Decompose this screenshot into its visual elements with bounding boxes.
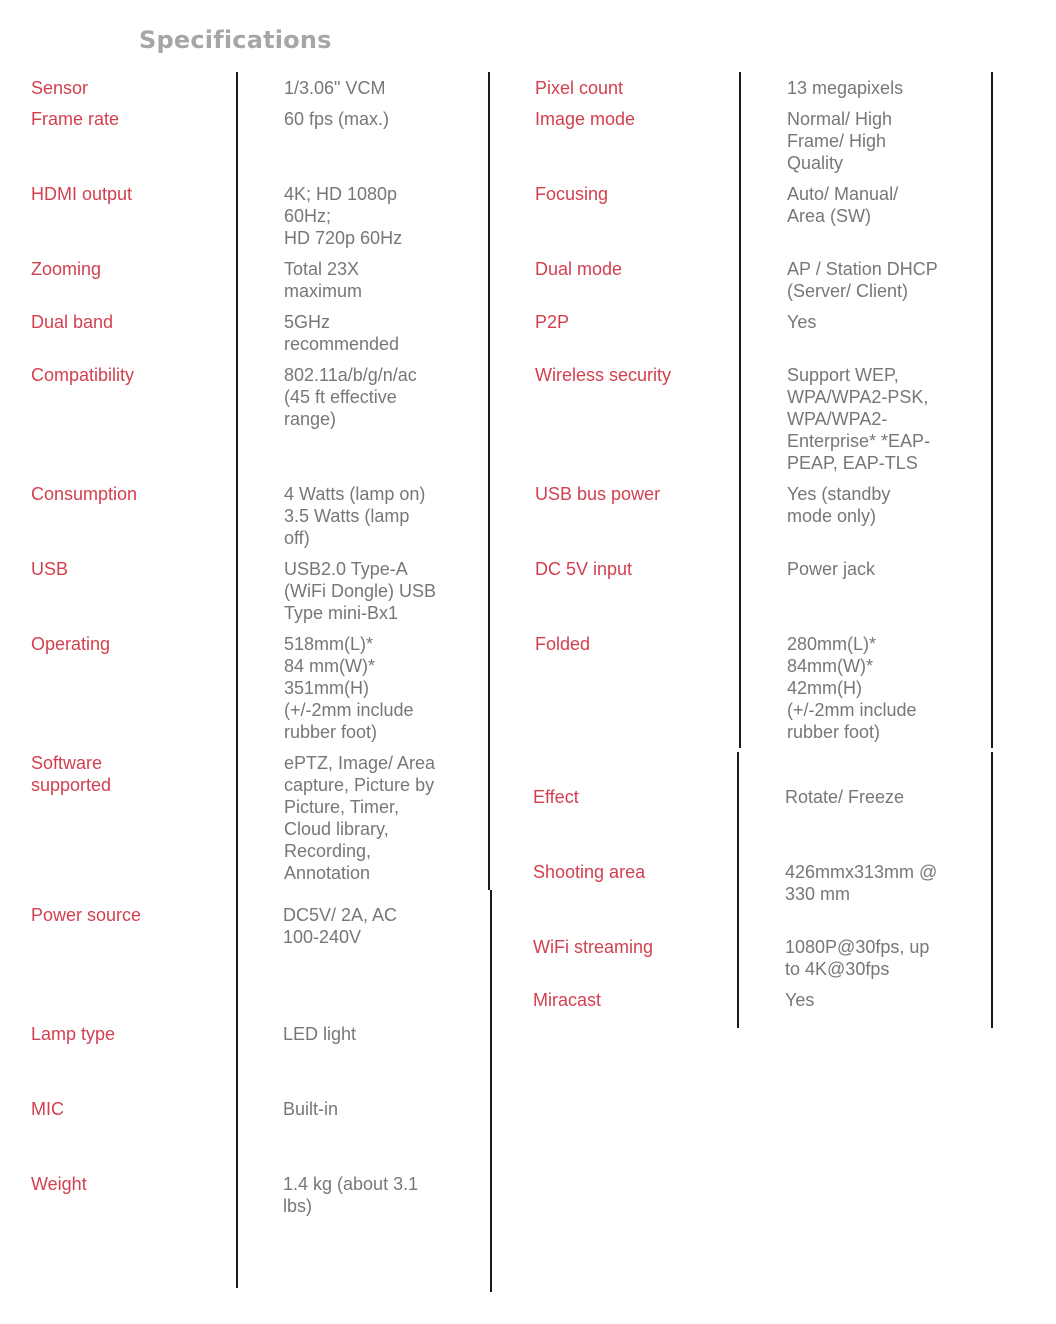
spec-value: AP / Station DHCP (Server/ Client) [787, 259, 938, 301]
spec-label: Software supported [31, 753, 112, 795]
page-title: Specifications [139, 26, 332, 54]
spec-value: 13 megapixels [787, 78, 904, 98]
spec-value: Normal/ High Frame/ High Quality [787, 109, 893, 173]
spec-value: Yes [787, 312, 817, 332]
spec-value: 802.11a/b/g/n/ac (45 ft effective range) [284, 365, 417, 429]
spec-label: Folded [535, 634, 591, 654]
spec-value: 426mmx313mm @ 330 mm [785, 862, 938, 904]
spec-value: Yes (standby mode only) [787, 484, 891, 526]
spec-label: Miracast [533, 990, 602, 1010]
spec-label: DC 5V input [535, 559, 633, 579]
spec-value: Auto/ Manual/ Area (SW) [787, 184, 899, 226]
spec-label: Dual band [31, 312, 114, 332]
spec-value: ePTZ, Image/ Area capture, Picture by Picture, Timer, Cloud library, Recording, Annotation [284, 753, 436, 883]
spec-label: HDMI output [31, 184, 133, 204]
spec-label: MIC [31, 1099, 64, 1119]
spec-value: Power jack [787, 559, 876, 579]
spec-value: Total 23X maximum [284, 259, 363, 301]
spec-label: Dual mode [535, 259, 623, 279]
spec-value: 4 Watts (lamp on) 3.5 Watts (lamp off) [284, 484, 426, 548]
spec-value: 1.4 kg (about 3.1 lbs) [283, 1174, 419, 1216]
spec-value: DC5V/ 2A, AC 100-240V [283, 905, 398, 947]
spec-value: 60 fps (max.) [284, 109, 390, 129]
spec-label: Effect [533, 787, 579, 807]
column-divider [991, 72, 993, 748]
spec-label: Image mode [535, 109, 636, 129]
spec-value: USB2.0 Type-A (WiFi Dongle) USB Type mini-Bx1 [284, 559, 437, 623]
spec-label: USB [31, 559, 69, 579]
spec-value: 1/3.06" VCM [284, 78, 386, 98]
column-divider [991, 752, 993, 1028]
spec-label: Shooting area [533, 862, 646, 882]
spec-label: Frame rate [31, 109, 120, 129]
spec-label: Compatibility [31, 365, 135, 385]
spec-label: USB bus power [535, 484, 661, 504]
column-divider [488, 72, 490, 890]
spec-label: Operating [31, 634, 111, 654]
spec-label: P2P [535, 312, 570, 332]
spec-label: WiFi streaming [533, 937, 654, 957]
spec-value: Yes [785, 990, 815, 1010]
spec-value: 1080P@30fps, up to 4K@30fps [785, 937, 930, 979]
spec-value: Rotate/ Freeze [785, 787, 905, 807]
column-divider [490, 890, 492, 1292]
spec-label: Power source [31, 905, 142, 925]
spec-value: 4K; HD 1080p 60Hz; HD 720p 60Hz [284, 184, 403, 248]
spec-label: Sensor [31, 78, 89, 98]
spec-label: Weight [31, 1174, 87, 1194]
spec-value: LED light [283, 1024, 357, 1044]
spec-value: 518mm(L)* 84 mm(W)* 351mm(H) (+/-2mm include rubber foot) [284, 634, 414, 742]
spec-value: 280mm(L)* 84mm(W)* 42mm(H) (+/-2mm include rubber foot) [787, 634, 917, 742]
spec-label: Zooming [31, 259, 102, 279]
spec-value: Support WEP, WPA/WPA2-PSK, WPA/WPA2- Enterprise* *EAP- PEAP, EAP-TLS [787, 365, 931, 473]
spec-value: 5GHz recommended [284, 312, 400, 354]
column-divider [737, 752, 739, 1028]
spec-label: Focusing [535, 184, 609, 204]
spec-label: Wireless security [535, 365, 672, 385]
spec-label: Lamp type [31, 1024, 116, 1044]
spec-value: Built-in [283, 1099, 339, 1119]
column-divider [236, 72, 238, 1288]
spec-label: Pixel count [535, 78, 624, 98]
column-divider [739, 72, 741, 748]
spec-label: Consumption [31, 484, 138, 504]
